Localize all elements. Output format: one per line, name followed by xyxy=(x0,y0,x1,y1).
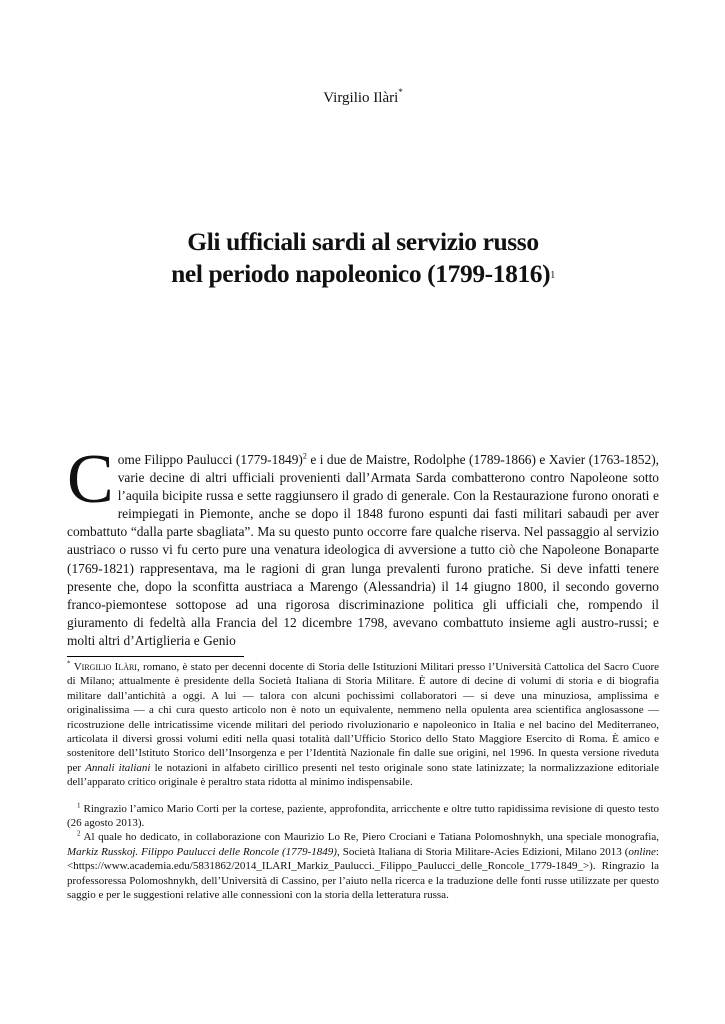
footnote-2-number: 2 xyxy=(77,829,81,838)
author-footnote-mark[interactable]: * xyxy=(398,87,403,97)
article-title xyxy=(67,226,659,290)
title-line-2-text: nel periodo napoleonico (1799-1816) xyxy=(171,259,551,288)
title-footnote-ref[interactable]: 1 xyxy=(550,270,555,281)
author-note-italic: Annali italiani xyxy=(85,761,151,774)
footnote-1-number: 1 xyxy=(77,801,81,809)
footnote-1-text: Ringrazio l’amico Mario Corti per la cortese, paziente, approfondita, arricchente e oltre tutto rapidissima revisione di questo testo (26 agosto 2013). xyxy=(67,802,659,830)
title-line-2 xyxy=(67,258,659,290)
footnote-2-text-c[interactable]: : <https://www.academia.edu/5831862/2014_ILARI_Markiz_Paulucci._Filippo_Paulucci_delle_Roncole_1779-1849_>). Ringrazio la professoressa Polomoshnykh, dell’Università di Cassino, per l’aiuto nella ricerca e la traduzione delle fonti russe utilizzate per questo saggio e per le suggestioni relative alle connessioni con la storia della letteratura russa. xyxy=(67,845,659,902)
author-note-text-a: , romano, è stato per decenni docente di Storia delle Istituzioni Militari presso l’Università Cattolica del Sacro Cuore di Milano; attualmente è presidente della Società Italiana di Storia Militare. È autore di decine di volumi di storia e di biografia militare dall’antichità a oggi. A lui — talora con alcuni pochissimi collaboratori — si deve una minuziosa, amplissima e originalissima — a chi cura questo articolo non è noto un equivalente, nemmeno nella opulenta area scientifica anglosassone — ricostruzione delle intricatissime vicende militari del periodo rivoluzionario e napoleonico in Italia e nel bacino del Mediterraneo, articolata il diversi grossi volumi editi nella quasi totalità dall’Ufficio Storico dello Stato Maggiore Esercito di Roma. È amico e sostenitore dell’Istituto Storico dell’Insorgenza e per l’Identità Nazionale fin dalle sue origini, nel 1996. In questa versione riveduta per xyxy=(67,661,660,774)
author-line xyxy=(67,87,659,107)
author-note-name: Virgilio Ilàri xyxy=(73,661,137,673)
footnotes xyxy=(67,660,659,903)
body-paragraph xyxy=(67,441,659,650)
footnote-1 xyxy=(67,802,659,831)
footnote-2 xyxy=(67,830,659,902)
body-footnote-ref[interactable]: 2 xyxy=(302,451,307,461)
footnote-separator xyxy=(67,656,244,657)
drop-cap: C xyxy=(67,441,114,518)
body-text-part-1: ome Filippo Paulucci (1779-1849) xyxy=(117,452,303,467)
footnote-2-italic-online: online xyxy=(628,845,656,858)
body-text-part-2: e i due de Maistre, Rodolphe (1789-1866) e Xavier (1763-1852), varie decine di altri ufficiali provenienti dall’Armata Sarda combatterono contro Napoleone sotto l’aquila bicipite russa e sette raggiunsero il grado di generale. Con la Restaurazione furono onorati e reimpiegati in Piemonte, anche se dopo il 1848 furono espunti dai fasti militari sabaudi per aver combattuto “dalla parte sbagliata”. Ma su questo punto occorre fare qualche riserva. Nel passaggio al servizio austriaco o russo vi fu certo pure una venatura ideologica di avversione a tutto ciò che Napoleone Bonaparte (1769-1821) rappresentava, ma le ragioni di gran lunga prevalenti furono pratiche. Si deve infatti tenere presente che, dopo la sconfitta austriaca a Marengo (Alessandria) il 14 giugno 1800, il secondo governo franco-piemontese sottopose ad una rigorosa discriminazione politica gli ufficiali che, rompendo il giuramento di fedeltà alla Francia del 12 dicembre 1798, avevano combattuto insieme agli austro-russi; e molti altri d’Artiglieria e Genio xyxy=(67,452,659,648)
author-note xyxy=(67,660,659,790)
footnote-2-text-a: Al quale ho dedicato, in collaborazione con Maurizio Lo Re, Piero Crociani e Tatiana Polomoshnykh, una speciale monografia, xyxy=(80,831,659,844)
author-note-text-b: le notazioni in alfabeto cirillico presenti nel testo originale sono state latinizzate; la normalizzazione editoriale dell’apparato critico originale è peraltro stata ridotta al minimo indispensabile. xyxy=(67,761,659,789)
author-note-mark: * xyxy=(67,659,71,668)
footnote-2-text-b: , Società Italiana di Storia Militare-Acies Edizioni, Milano 2013 ( xyxy=(336,845,629,858)
footnote-2-italic-title: Markiz Russkoj. Filippo Paulucci delle Roncole (1779-1849) xyxy=(67,845,337,858)
author-name: Virgilio Ilàri xyxy=(323,90,399,106)
title-line-1: Gli ufficiali sardi al servizio russo xyxy=(187,227,539,256)
